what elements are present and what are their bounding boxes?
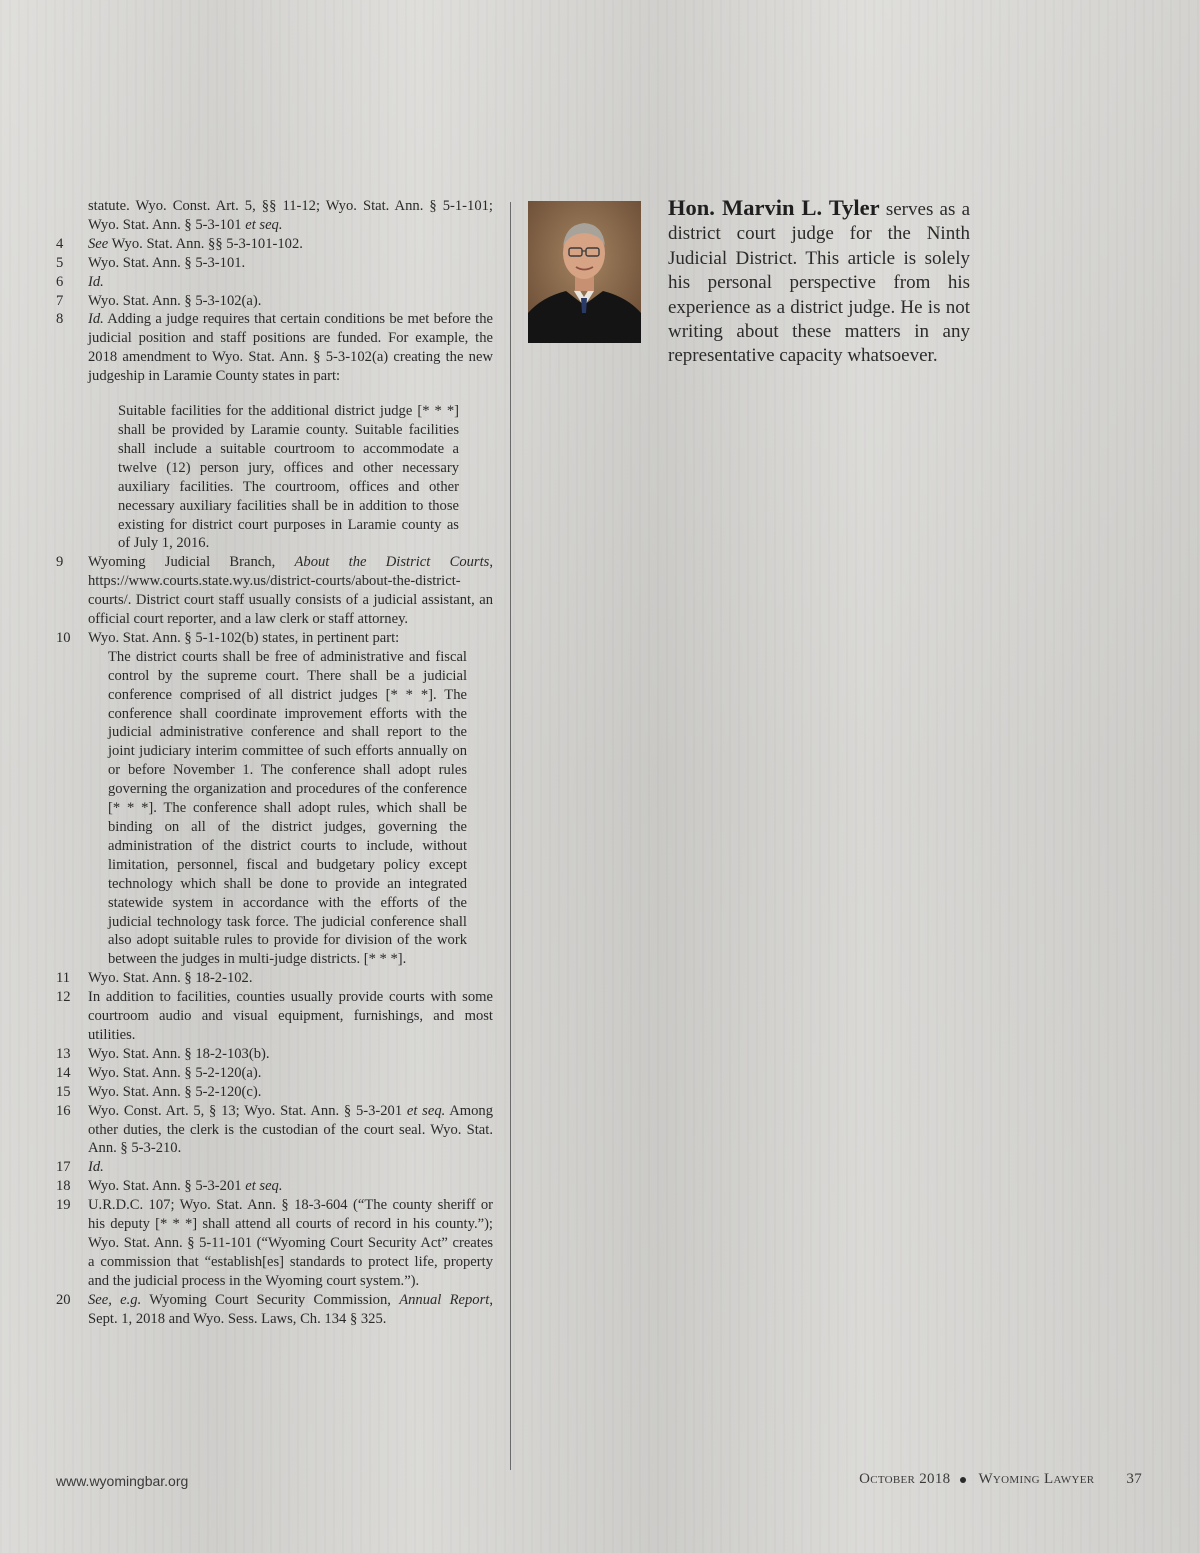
author-name: Hon. Marvin L. Tyler — [668, 195, 880, 220]
endnote-18: 18 Wyo. Stat. Ann. § 5-3-201 et seq. — [56, 1178, 283, 1195]
column-divider — [510, 202, 511, 1470]
endnote-continuation: statute. Wyo. Const. Art. 5, §§ 11-12; Wyo. Stat. Ann. § 5-1-101; Wyo. Stat. Ann. § 5-3-101 et seq. — [88, 198, 493, 233]
website-link[interactable]: www.wyomingbar.org — [56, 1473, 189, 1489]
publication-name: Wyoming Lawyer — [978, 1471, 1095, 1487]
endnote-12: 12 In addition to facilities, counties usually provide courts with some courtroom audio and visual equipment, furnishings, and most utilities. — [56, 989, 493, 1043]
portrait-illustration — [528, 201, 641, 343]
endnote-17: 17 Id. — [56, 1159, 104, 1176]
endnote-9: 9 Wyoming Judicial Branch, About the District Courts, https://www.courts.state.wy.us/district-courts/about-the-district-courts/. District court staff usually consists of a judicial assistant, an official court reporter, and a law clerk or staff attorney. — [56, 554, 493, 628]
endnote-19: 19 U.R.D.C. 107; Wyo. Stat. Ann. § 18-3-604 (“The county sheriff or his deputy [* * *] shall attend all courts of record in his county.”); Wyo. Stat. Ann. § 5-11-101 (“Wyoming Court Security Act” creates a commission that “establish[es] standards to protect life, property and the judicial process in the Wyoming court system.”). — [56, 1197, 493, 1289]
endnote-8: 8 Id. Adding a judge requires that certain conditions be met before the judicial position and staff positions are funded. For example, the 2018 amendment to Wyo. Stat. Ann. § 5-3-102(a) creating the new judgeship in Laramie County states in part: Suitable facilities for the additional district judge [* * *] shall be provided by Laramie county. Suitable facilities shall include a suitable courtroom to accommodate a twelve (12) person jury, offices and other necessary auxiliary facilities. The courtroom, offices and other necessary auxiliary facilities shall be in addition to those existing for district court purposes in Laramie county as of July 1, 2016. — [56, 311, 493, 552]
endnote-15: 15 Wyo. Stat. Ann. § 5-2-120(c). — [56, 1083, 262, 1100]
bullet-icon — [960, 1477, 966, 1483]
endnote-10: 10 Wyo. Stat. Ann. § 5-1-102(b) states, in pertinent part: The district courts shall be free of administrative and fiscal control by the supreme court. There shall be a judicial conference comprised of all district judges [* * *]. The conference shall coordinate improvement efforts with the judicial administrative conference and shall report to the joint judiciary interim committee of such efforts annually on or before November 1. The conference shall adopt rules governing the organization and procedures of the conference [* * *]. The conference shall adopt rules, which shall be binding on all of the district judges, governing the administration of the district courts to include, without limitation, personnel, fiscal and budgetary policy except technology which shall be done to provide an integrated statewide system in accordance with the efforts of the judicial technology task force. The judicial conference shall also adopt suitable rules to provide for division of the work between the judges in multi-judge districts. [* * *]. — [56, 629, 467, 968]
endnote-13: 13 Wyo. Stat. Ann. § 18-2-103(b). — [56, 1045, 270, 1062]
endnote-5: 5 Wyo. Stat. Ann. § 5-3-101. — [56, 254, 246, 271]
endnote-11: 11 Wyo. Stat. Ann. § 18-2-102. — [56, 970, 253, 987]
endnote-14: 14 Wyo. Stat. Ann. § 5-2-120(a). — [56, 1064, 262, 1081]
author-portrait — [528, 201, 641, 343]
page-number: 37 — [1126, 1471, 1142, 1487]
issue-date: October 2018 — [859, 1471, 951, 1487]
block-quote: The district courts shall be free of administrative and fiscal control by the supreme court. There shall be a judicial conference comprised of all district judges [* * *]. The conference shall coordinate improvement efforts with the judicial administrative conference and shall report to the joint judiciary interim committee of such efforts annually on or before November 1. The conference shall adopt rules governing the organization and procedures of the conference [* * *]. The conference shall adopt rules, which shall be binding on all of the district judges, governing the administration of the district courts to include, without limitation, personnel, fiscal and budgetary policy except technology which shall be done to provide an integrated statewide system in accordance with the efforts of the judicial technology task force. The judicial conference shall also adopt suitable rules to provide for division of the work between the judges in multi-judge districts. [* * *]. — [108, 648, 467, 968]
endnote-4: 4 See Wyo. Stat. Ann. §§ 5-3-101-102. — [56, 235, 303, 252]
endnote-6: 6 Id. — [56, 273, 104, 290]
endnote-20: 20 See, e.g. Wyoming Court Security Commission, Annual Report, Sept. 1, 2018 and Wyo. Sess. Laws, Ch. 134 § 325. — [56, 1291, 493, 1327]
block-quote: Suitable facilities for the additional district judge [* * *] shall be provided by Laramie county. Suitable facilities shall include a suitable courtroom to accommodate a twelve (12) person jury, offices and other necessary auxiliary facilities. The courtroom, offices and other necessary auxiliary facilities shall be in addition to those existing for district court purposes in Laramie county as of July 1, 2016. — [118, 403, 459, 552]
endnote-7: 7 Wyo. Stat. Ann. § 5-3-102(a). — [56, 292, 262, 309]
page-footer — [859, 1471, 1142, 1488]
author-bio-text: serves as a district court judge for the Ninth Judicial District. This article is solely his personal perspective from his experience as a district judge. He is not writing about these matters in any representative capacity whatsoever. — [668, 199, 970, 367]
endnote-16: 16 Wyo. Const. Art. 5, § 13; Wyo. Stat. Ann. § 5-3-201 et seq. Among other duties, the clerk is the custodian of the court seal. Wyo. Stat. Ann. § 5-3-210. — [56, 1102, 494, 1157]
author-bio — [668, 196, 970, 369]
endnotes-column — [56, 197, 493, 1328]
